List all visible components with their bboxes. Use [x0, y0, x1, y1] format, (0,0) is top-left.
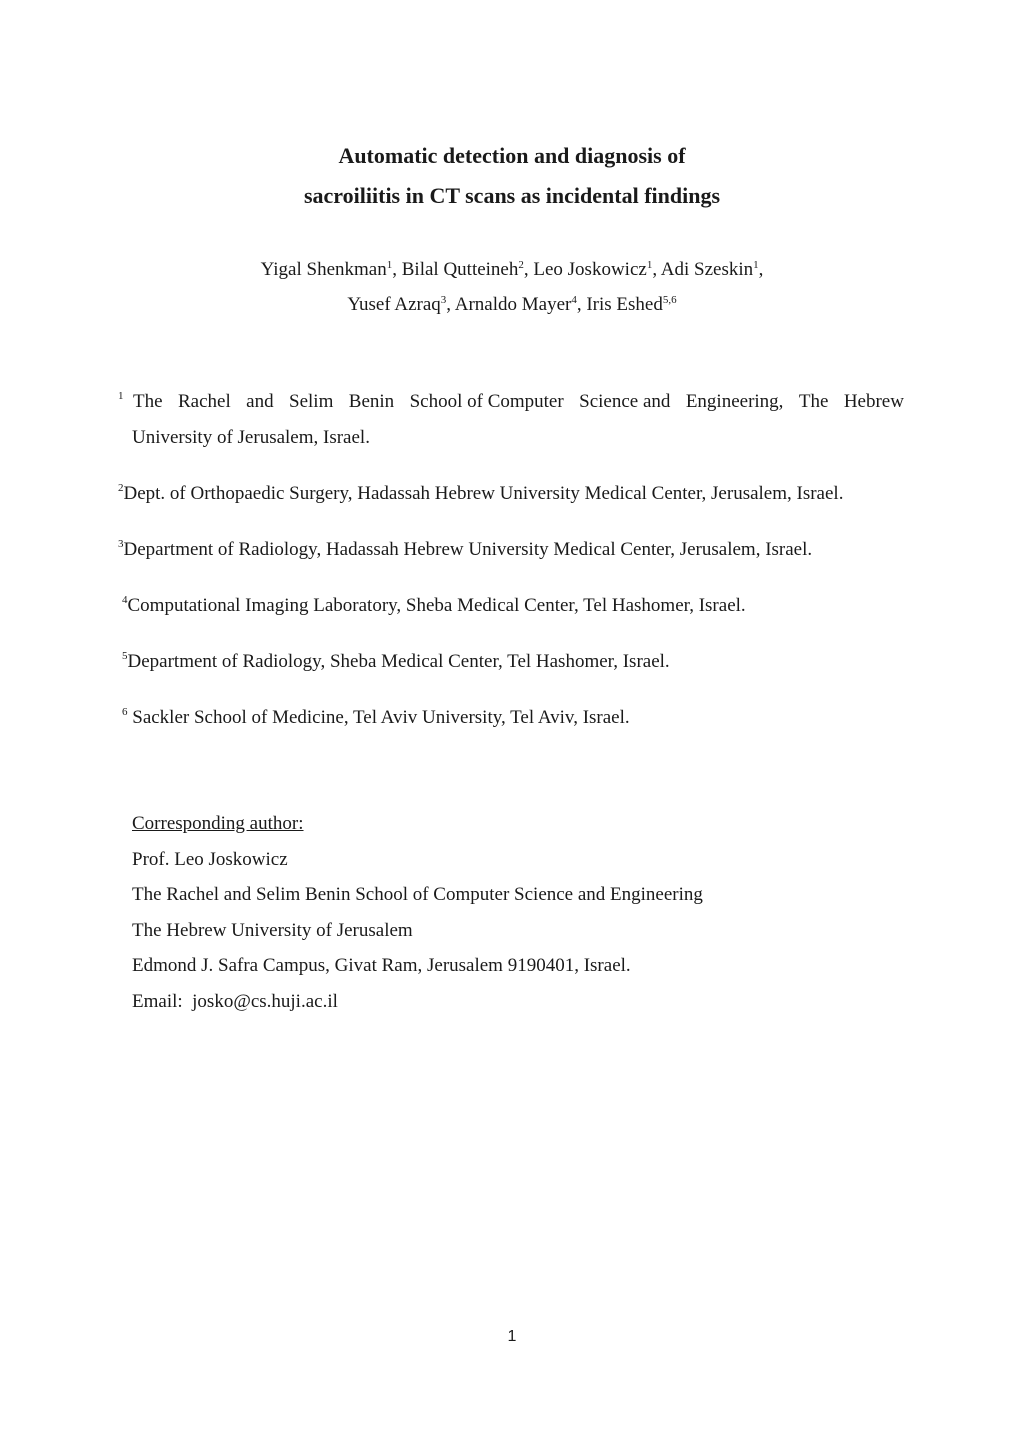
- author-affiliation-sup: 5,6: [662, 294, 677, 306]
- corresponding-author-heading: Corresponding author:: [132, 813, 304, 834]
- author-name: Iris Eshed: [586, 294, 663, 315]
- paper-title: [0, 136, 1024, 216]
- affiliation-text: Department of Radiology, Hadassah Hebrew University Medical Center, Jerusalem, Israel.: [123, 539, 813, 560]
- affiliation-number: 4: [122, 594, 128, 606]
- affiliation-3: [118, 532, 812, 568]
- corresponding-author-block: [132, 806, 703, 1019]
- affiliation-6: [122, 700, 630, 736]
- affiliation-1-line-1: $^1$ The Rachel and Selim Benin School of Computer Science and Engineering, The Hebrew: [118, 390, 904, 412]
- author-list: [0, 252, 1024, 322]
- affiliation-5: [122, 644, 670, 680]
- corresponding-author-name: Prof. Leo Joskowicz: [132, 848, 288, 870]
- corresponding-author-email-line: [132, 984, 703, 1020]
- affiliation-text: Dept. of Orthopaedic Surgery, Hadassah Hebrew University Medical Center, Jerusalem, Israel.: [123, 483, 844, 504]
- affiliation-number: 1: [118, 390, 124, 402]
- author-affiliation-sup: 1: [753, 259, 759, 271]
- affiliation-text: Computational Imaging Laboratory, Sheba Medical Center, Tel Hashomer, Israel.: [127, 595, 746, 616]
- affiliation-text: Department of Radiology, Sheba Medical Center, Tel Hashomer, Israel.: [127, 651, 670, 672]
- author-name: Yusef Azraq: [347, 294, 441, 315]
- title-line-2: sacroiliitis in CT scans as incidental findings: [303, 183, 721, 208]
- author-name: Adi Szeskin: [660, 259, 754, 280]
- author-name: Bilal Qutteineh: [401, 259, 519, 280]
- author-affiliation-sup: 1: [646, 259, 653, 271]
- affiliation-number: 6: [122, 706, 128, 718]
- corresponding-author-university: The Hebrew University of Jerusalem: [132, 919, 413, 941]
- title-line-1: Automatic detection and diagnosis of: [338, 143, 686, 168]
- author-affiliation-sup: 1: [386, 259, 393, 271]
- author-line-1: Yigal Shenkman$^1$, Bilal Qutteineh$^2$, Leo Joskowicz$^1$, Adi Szeskin$^1$,: [260, 259, 764, 280]
- author-name: Yigal Shenkman: [260, 259, 387, 280]
- affiliation-number: 5: [122, 650, 128, 662]
- affiliation-1: [118, 384, 904, 456]
- email-label: Email:: [132, 990, 183, 1012]
- page-number: 1: [507, 1328, 517, 1345]
- affiliation-1-line-2: University of Jerusalem, Israel.: [132, 427, 370, 448]
- affiliation-text: Sackler School of Medicine, Tel Aviv University, Tel Aviv, Israel.: [132, 707, 630, 728]
- affiliation-number: 2: [118, 482, 124, 494]
- email-link[interactable]: josko@cs.huji.ac.il: [192, 990, 338, 1012]
- affiliation-number: 3: [118, 538, 124, 550]
- author-name: Leo Joskowicz: [533, 259, 647, 280]
- author-affiliation-sup: 4: [571, 294, 577, 306]
- author-name: Arnaldo Mayer: [454, 294, 572, 315]
- corresponding-author-address: Edmond J. Safra Campus, Givat Ram, Jerusalem 9190401, Israel.: [132, 955, 631, 976]
- author-affiliation-sup: 2: [518, 259, 524, 271]
- author-affiliation-sup: 3: [440, 294, 447, 306]
- author-line-2: Yusef Azraq$^3$, Arnaldo Mayer$^4$, Iris Eshed$^{5,6}$: [347, 294, 677, 315]
- corresponding-author-dept: The Rachel and Selim Benin School of Computer Science and Engineering: [132, 884, 703, 905]
- affiliation-4: [122, 588, 746, 624]
- affiliation-2: [118, 476, 843, 512]
